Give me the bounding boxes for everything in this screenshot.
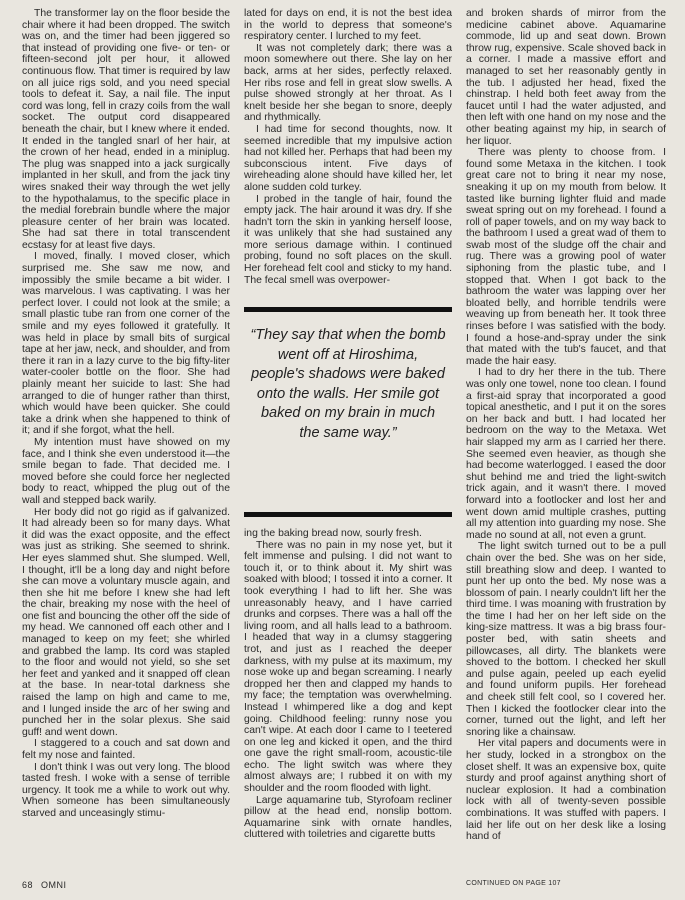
paragraph: lated for days on end, it is not the best idea in the world to depress that someone's respiratory center. I lurched to my feet. <box>244 8 452 43</box>
page-footer <box>22 880 75 890</box>
column-3 <box>466 8 666 843</box>
column-2-top <box>244 8 452 286</box>
paragraph: and broken shards of mirror from the medicine cabinet above. Aquamarine commode, lid up and seat down. Brown throw rug, expensive. Scale shoved back in a corner. I made a massive effort and managed to set her reasonably gently in the tub. I adjusted her head, fixed the chinstrap. I held both feet away from the faucet until I had the water adjusted, and then left with one hand on my nose and the other beating against my hip, in search of her liquor. <box>466 8 666 147</box>
column-1 <box>22 8 230 820</box>
paragraph: There was no pain in my nose yet, but it felt immense and pulsing. I did not want to touch it, or to think about it. My shirt was soaked with blood; I tossed it into a corner. It took everything I had to lift her. She was unreasonably heavy, and I have carried drunks and corpses. There was a hall off the living room, and all halls lead to a bathroom. I headed that way in a clumsy staggering trot, and just as I reached the deeper darkness, with my pulse at its maximum, my nose woke up and began screaming. I nearly dropped her then and clapped my hands to my face; the temptation was overwhelming. Instead I whimpered like a dog and kept going. Childhood feeling: runny nose you can't wipe. At each door I came to I teetered on one leg and kicked it open, and the third one gave the right small-room, acoustic-tile echo. The light switch was where they almost always are; I rubbed it on with my shoulder and the room flooded with light. <box>244 539 452 795</box>
paragraph: Large aquamarine tub, Styrofoam recliner pillow at the head end, nonslip bottom. Aquamarine sink with ornate handles, cluttered with toiletries and cigarette butts <box>244 794 452 841</box>
paragraph: Her vital papers and documents were in her study, locked in a strongbox on the closet shelf. It was an expensive box, quite sturdy and proof against anything short of nuclear explosion. It had a combination lock with all of twenty-seven possible combinations. It was stuffed with papers. I laid her life out on her desk like a losing hand of <box>466 738 666 843</box>
paragraph: I moved, finally. I moved closer, which surprised me. She saw me now, and impossibly the smile became a bit wider. I was marvelous. I was captivating. I was her perfect lover. I could not look at the smile; a small plastic tube ran from one corner of the smile and my eyes followed it gratefully. It was held in place by small bits of surgical tape at her jaw, neck, and shoulder, and from there it ran in a lazy curve to the big fifty-liter water-cooler bottle on the floor. She had plainly meant her suicide to last: She had arranged to die of hunger rather than thirst, which would have been quicker. She could take a drink when she happened to think of it; and if she forgot, what the hell. <box>22 251 230 437</box>
paragraph: I had to dry her there in the tub. There was only one towel, none too clean. I found a first-aid spray that incorporated a good topical anesthetic, and I put it on the sores on her back and butt. I had located her bedroom on the way to the Metaxa. Wet hair slapped my arm as I carried her there. She seemed even heavier, as though she had become waterlogged. I eased the door shut behind me and tried the light-switch trick again, and it wasn't there. I moved forward into a footlocker and lost her and went down amid multiple crashes, putting all my attention into guarding my nose. She made no sound at all, not even a grunt. <box>466 367 666 541</box>
paragraph: My intention must have showed on my face, and I think she even understood it—the smile began to fade. That decided me. I moved before she could force her neglected body to react, whipped the plug out of the wall and stepped back warily. <box>22 436 230 506</box>
paragraph: I probed in the tangle of hair, found the empty jack. The hair around it was dry. If she hadn't torn the skin in yanking herself loose, it was unlikely that she had sustained any more serious damage within. I continued probing, found no soft places on the skull. Her forehead felt cool and sticky to my hand. The fecal smell was overpower- <box>244 193 452 286</box>
paragraph: The light switch turned out to be a pull chain over the bed. She was on her side, still breathing slow and deep. I wanted to punt her up onto the bed. My nose was a blossom of pain. I nearly couldn't lift her the third time. I was moaning with frustration by the time I had her on her left side on the king-size mattress. It was a big brass four-poster bed, with satin sheets and pillowcases, all dirty. The blankets were shoved to the bottom. I checked her skull and pulse again, peeled up each eyelid and found uniform pupils. Her forehead and cheek still felt cool, so I covered her. Then I kicked the footlocker clear into the corner, turned out the light, and left her snoring like a chainsaw. <box>466 541 666 738</box>
paragraph: I staggered to a couch and sat down and felt my nose and fainted. <box>22 738 230 761</box>
page-number: 68 <box>22 880 34 890</box>
paragraph: There was plenty to choose from. I found some Metaxa in the kitchen. I took great care not to bring it near my nose, sneaking it up on my mouth from below. It tasted like burning lighter fluid and made sweat spring out on my forehead. I found a roll of paper towels, and on my way back to the bathroom I used a great wad of them to swab most of the sludge off the chair and rug. There was a growing pool of water siphoning from the plastic tube, and I stopped that. When I got back to the bathroom the water was lapping over her bloated belly, and horrible tendrils were weaving up from beneath her. It took three rinses before I was satisfied with the body. I found a hose-and-spray under the sink that mated with the tub's faucet, and that made the hair easy. <box>466 147 666 367</box>
paragraph: I don't think I was out very long. The blood tasted fresh. I woke with a sense of terrible urgency. It took me a while to work out why. When someone has been simultaneously starved and unceasingly stimu- <box>22 761 230 819</box>
pull-quote: “They say that when the bomb went off at Hiroshima, people's shadows were baked onto the walls. Her smile got baked on my brain in much the same way.” <box>250 327 446 441</box>
paragraph: ing the baking bread now, sourly fresh. <box>244 528 422 539</box>
pull-quote-bottom-rule <box>244 512 452 517</box>
continued-notice: CONTINUED ON PAGE 107 <box>466 880 561 887</box>
column-2-bottom <box>244 528 452 841</box>
paragraph: It was not completely dark; there was a moon somewhere out there. She lay on her back, arms at her sides, perfectly relaxed. Her ribs rose and fell in great slow swells. A pulse showed strongly at her throat. As I knelt beside her she began to snore, deeply and rhythmically. <box>244 42 452 124</box>
magazine-name: OMNI <box>41 880 67 890</box>
paragraph: I had time for second thoughts, now. It seemed incredible that my impulsive action had not killed her. Perhaps that had been my subconscious intent. Five days of wireheading alone should have killed her, let alone sudden cold turkey. <box>244 123 452 193</box>
paragraph: Her body did not go rigid as if galvanized. It had already been so for many days. What it did was the exact opposite, and the effect was just as striking. She seemed to shrink. Her eyes slammed shut. She slumped. Well, I thought, it'll be a long day and night before she can move a voluntary muscle again, and then she hit me before I knew she had left the chair, breaking my nose with the heel of one fist and bouncing the other off the side of my head. We cannoned off each other and I managed to keep on my feet; she whirled and grabbed the lamp. Its cord was stapled to the floor and would not yield, so she set her feet and yanked and it snapped off clean at the base. In near-total darkness she raised the lamp on high and came to me, and I lunged inside the arc of her swing and punched her in the solar plexus. She said guff! and went down. <box>22 506 230 738</box>
pull-quote-top-rule <box>244 307 452 312</box>
paragraph: The transformer lay on the floor beside the chair where it had been dropped. The switch was on, and the timer had been jiggered so that instead of providing one five- or ten- or fifteen-second jolt per hour, it allowed continuous flow. That timer is required by law on all juice rigs sold, and you need special tools to defeat it. Say, a nail file. The input cord was long, fell in crazy coils from the wall socket. The output cord disappeared beneath the chair, but I knew where it ended. It ended in the tangled snarl of her hair, at the crown of her head, ended in a miniplug. The plug was snapped into a jack surgically implanted in her skull, and from the jack tiny wires snaked their way through the wet jelly to the hypothalamus, to the specific place in the medial forebrain bundle where the major pleasure center of her brain was located. She had sat there in total transcendent ecstasy for at least five days. <box>22 8 230 251</box>
